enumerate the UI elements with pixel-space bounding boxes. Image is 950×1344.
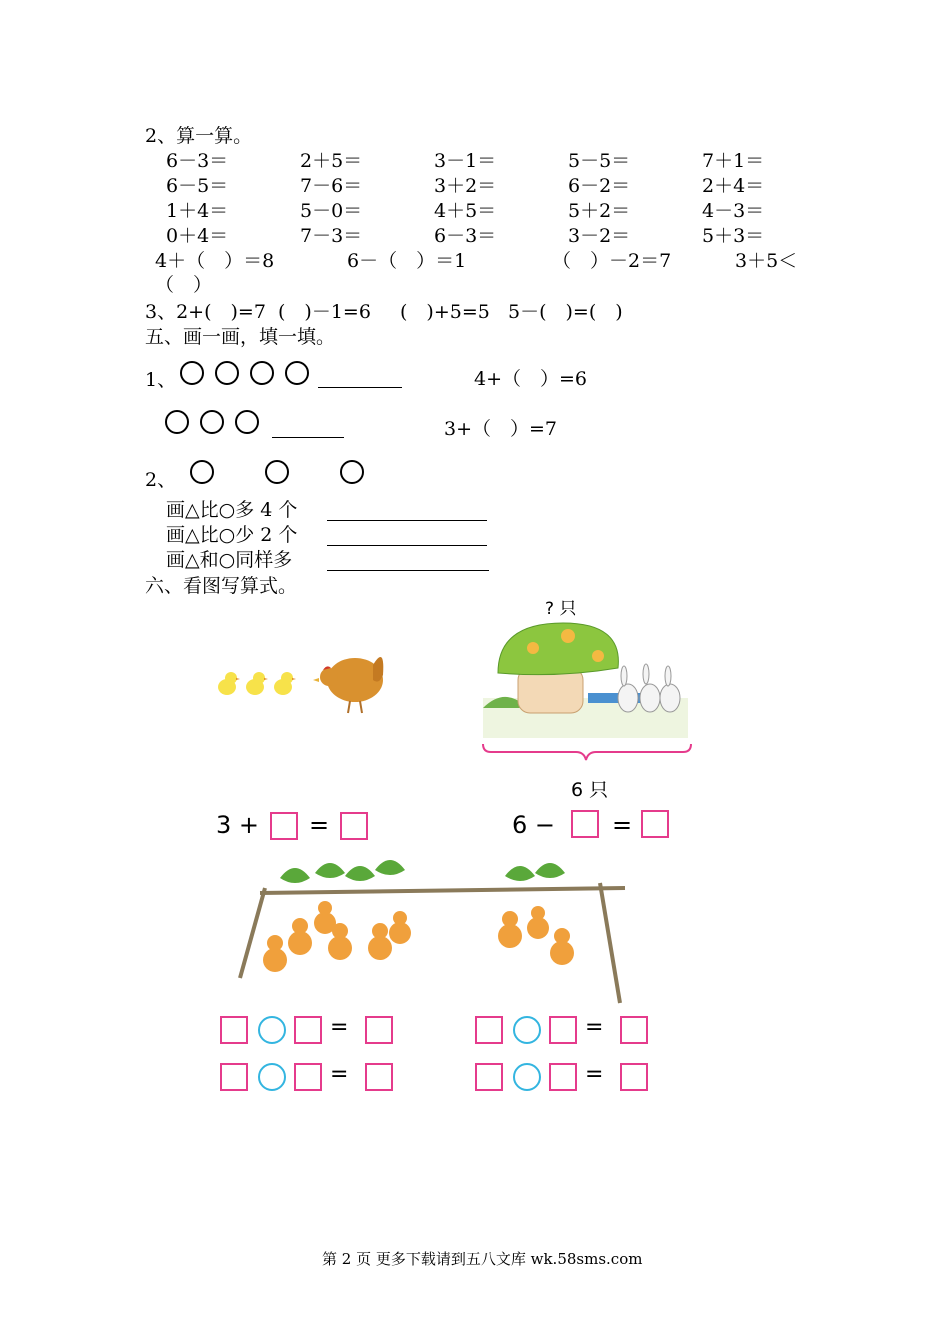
section-3-item-4: 5－( )=( ) — [508, 301, 623, 323]
operator-circle[interactable] — [258, 1016, 286, 1044]
equals-sign: = — [585, 1015, 604, 1040]
mushroom-rabbits-picture — [478, 618, 698, 768]
calc-item: 2＋5＝ — [300, 150, 363, 172]
equals-sign: = — [330, 1015, 349, 1040]
fill-item-4: 3＋5＜ — [735, 250, 798, 272]
pic2-eq-start: 6 − — [512, 811, 556, 839]
fill-item-2: 6－（ ）＝1 — [347, 250, 467, 272]
calc-item: 6－5＝ — [166, 175, 229, 197]
circle-icon — [180, 361, 204, 385]
calc-item: 6－2＝ — [568, 175, 631, 197]
answer-box[interactable] — [571, 810, 599, 838]
answer-box[interactable] — [641, 810, 669, 838]
gourd-icon — [368, 923, 392, 960]
answer-line — [272, 419, 344, 438]
answer-box[interactable] — [294, 1063, 322, 1091]
answer-line — [318, 369, 402, 388]
rabbits-question-label: ? 只 — [545, 599, 577, 619]
answer-box[interactable] — [549, 1063, 577, 1091]
answer-line — [327, 527, 487, 546]
circle-icon — [200, 410, 224, 434]
operator-circle[interactable] — [513, 1063, 541, 1091]
q2-instruction-1: 画△比○多 4 个 — [166, 499, 298, 521]
q2-instruction-2: 画△比○少 2 个 — [166, 524, 298, 546]
chicks-hen-picture — [205, 625, 395, 725]
section-6-title: 六、看图写算式。 — [145, 575, 298, 597]
equals-sign: = — [330, 1062, 349, 1087]
chick-icon — [218, 672, 240, 695]
circle-icon — [235, 410, 259, 434]
calc-item: 0＋4＝ — [166, 225, 229, 247]
calc-item: 7－3＝ — [300, 225, 363, 247]
rabbit-icon — [618, 666, 638, 712]
rabbit-icon — [640, 664, 660, 712]
equals-sign: = — [585, 1062, 604, 1087]
answer-box[interactable] — [340, 812, 368, 840]
section-5-title: 五、画一画，填一填。 — [145, 326, 336, 348]
section-3-item-2: ( )－1=6 — [278, 301, 371, 323]
calc-item: 5＋2＝ — [568, 200, 631, 222]
gourd-group-right — [498, 906, 574, 965]
operator-circle[interactable] — [258, 1063, 286, 1091]
section-3-item-3: ( )+5=5 — [400, 301, 490, 323]
q1-equation-2: 3+（ ）=7 — [444, 418, 558, 440]
answer-line — [327, 552, 489, 571]
gourd-icon — [527, 906, 549, 939]
calc-item: 4－3＝ — [702, 200, 765, 222]
circle-icon — [285, 361, 309, 385]
pic1-eq-mid: = — [309, 811, 330, 839]
section-3-item-1: 3、2+( )=7 — [145, 301, 266, 323]
calc-item: 7－6＝ — [300, 175, 363, 197]
calc-item: 5－0＝ — [300, 200, 363, 222]
answer-box[interactable] — [549, 1016, 577, 1044]
calc-item: 4＋5＝ — [434, 200, 497, 222]
gourd-icon — [288, 918, 312, 955]
circle-icon — [265, 460, 289, 484]
gourd-icon — [263, 935, 287, 972]
answer-box[interactable] — [220, 1016, 248, 1044]
circle-icon — [190, 460, 214, 484]
answer-box[interactable] — [475, 1016, 503, 1044]
q1-label: 1、 — [145, 369, 177, 391]
gourd-trellis-picture — [235, 848, 635, 1008]
answer-box[interactable] — [365, 1016, 393, 1044]
answer-line — [327, 502, 487, 521]
q1-circle-row-1 — [180, 361, 309, 385]
q2-instruction-3: 画△和○同样多 — [166, 549, 293, 571]
q2-circle-row — [190, 460, 364, 484]
hen-icon — [313, 657, 383, 713]
chick-icon — [246, 672, 268, 695]
q2-label: 2、 — [145, 469, 177, 491]
fill-item-4-wrap: （ ） — [155, 274, 213, 296]
circle-icon — [250, 361, 274, 385]
circle-icon — [215, 361, 239, 385]
rabbits-total-label: 6 只 — [571, 779, 609, 801]
section-2-title: 2、算一算。 — [145, 125, 253, 147]
answer-box[interactable] — [270, 812, 298, 840]
q1-circle-row-2 — [165, 410, 259, 434]
rabbit-icon — [660, 666, 680, 712]
gourd-icon — [498, 911, 522, 948]
pic1-eq-start: 3 + — [216, 811, 260, 839]
calc-item: 5＋3＝ — [702, 225, 765, 247]
answer-box[interactable] — [620, 1063, 648, 1091]
calc-item: 3＋2＝ — [434, 175, 497, 197]
calc-item: 6－3＝ — [434, 225, 497, 247]
circle-icon — [165, 410, 189, 434]
fill-item-1: 4＋（ ）＝8 — [155, 250, 275, 272]
calc-item: 3－1＝ — [434, 150, 497, 172]
answer-box[interactable] — [620, 1016, 648, 1044]
operator-circle[interactable] — [513, 1016, 541, 1044]
pic2-eq-mid: = — [612, 811, 633, 839]
answer-box[interactable] — [365, 1063, 393, 1091]
calc-item: 5－5＝ — [568, 150, 631, 172]
chick-icon — [274, 672, 296, 695]
calc-item: 7＋1＝ — [702, 150, 765, 172]
calc-item: 6－3＝ — [166, 150, 229, 172]
fill-item-3: （ ）－2＝7 — [552, 250, 672, 272]
gourd-icon — [389, 911, 411, 944]
q1-equation-1: 4+（ ）=6 — [474, 368, 588, 390]
calc-item: 2＋4＝ — [702, 175, 765, 197]
page-footer: 第 2 页 更多下载请到五八文库 wk.58sms.com — [322, 1250, 643, 1268]
gourd-group-left — [263, 901, 411, 972]
calc-item: 1＋4＝ — [166, 200, 229, 222]
answer-box[interactable] — [220, 1063, 248, 1091]
answer-box[interactable] — [475, 1063, 503, 1091]
gourd-icon — [550, 928, 574, 965]
calc-item: 3－2＝ — [568, 225, 631, 247]
answer-box[interactable] — [294, 1016, 322, 1044]
circle-icon — [340, 460, 364, 484]
